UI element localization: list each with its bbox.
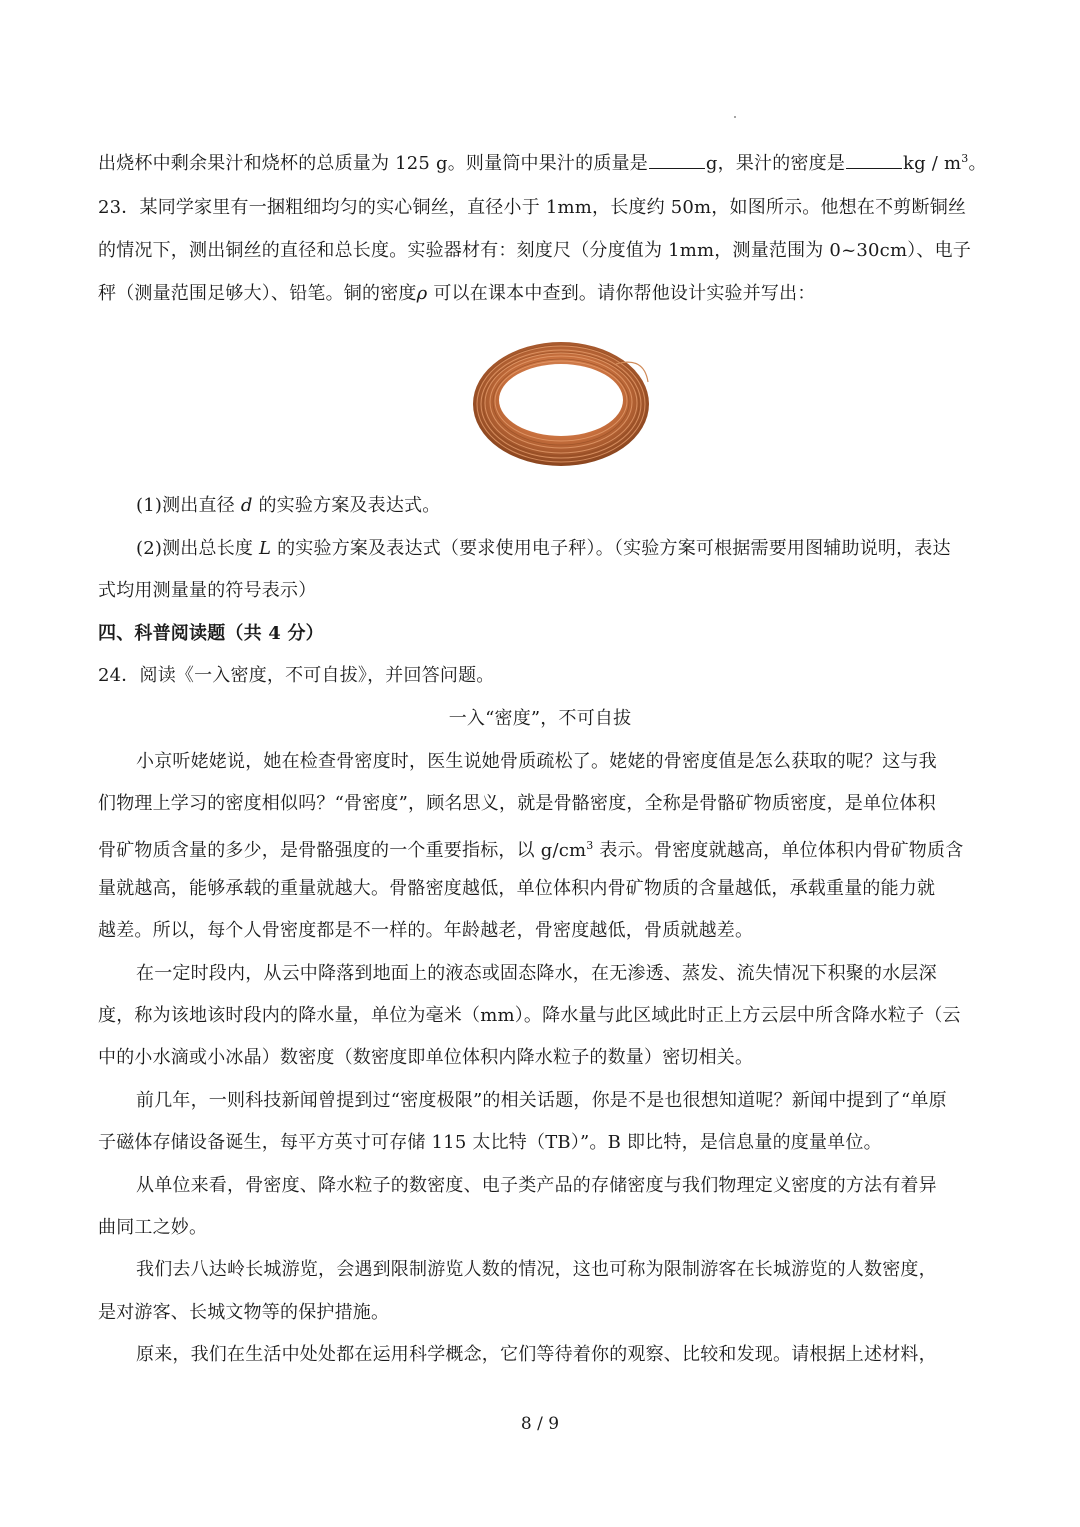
unit: kg / m <box>903 153 962 174</box>
paragraph-line: 小京听姥姥说，她在检查骨密度时，医生说她骨质疏松了。姥姥的骨密度值是怎么获取的呢？这与我 <box>136 751 937 772</box>
text: 秤（测量范围足够大）、铅笔。铜的密度 <box>98 283 417 304</box>
symbol-L: L <box>259 538 272 559</box>
copper-wire-coil-image <box>466 334 656 474</box>
sub-question-1 <box>136 494 982 518</box>
text: 的实验方案及表达式。 <box>252 495 441 516</box>
symbol-d: d <box>240 495 253 516</box>
text: 表示。骨密度就越高，单位体积内骨矿物质含 <box>593 840 964 861</box>
answer-blank[interactable] <box>846 152 902 169</box>
superscript: 3 <box>586 839 594 852</box>
superscript: 3 <box>961 152 969 165</box>
sub-question-2 <box>136 537 982 561</box>
text: 骨矿物质含量的多少，是骨骼强度的一个重要指标，以 g/cm <box>98 840 587 861</box>
text: 可以在课本中查到。请你帮他设计实验并写出： <box>427 283 816 304</box>
sub-question-2-cont: 式均用测量量的符号表示） <box>98 580 317 601</box>
question-23-line <box>98 282 982 306</box>
text: (1)测出直径 <box>136 495 241 516</box>
paragraph-line: 从单位来看，骨密度、降水粒子的数密度、电子类产品的存储密度与我们物理定义密度的方法有着异 <box>136 1175 937 1196</box>
paragraph-line: 子磁体存储设备诞生，每平方英寸可存储 115 太比特（TB）”。B 即比特，是信息量的度量单位。 <box>98 1132 882 1153</box>
paragraph-line: 在一定时段内，从云中降落到地面上的液态或固态降水，在无渗透、蒸发、流失情况下积聚的水层深 <box>136 963 937 984</box>
text: 。 <box>968 153 987 174</box>
question-24: 24．阅读《一入密度，不可自拔》，并回答问题。 <box>98 665 495 686</box>
paragraph-line <box>98 834 982 863</box>
section-heading: 四、科普阅读题（共 4 分） <box>98 623 324 644</box>
paragraph-line: 量就越高，能够承载的重量就越大。骨骼密度越低，单位体积内骨矿物质的含量越低，承载重量的能力就 <box>98 878 936 899</box>
paragraph-line: 越差。所以，每个人骨密度都是不一样的。年龄越老，骨密度越低，骨质就越差。 <box>98 920 754 941</box>
text: g，果汁的密度是 <box>705 153 846 174</box>
paragraph-line: 原来，我们在生活中处处都在运用科学概念，它们等待着你的观察、比较和发现。请根据上述材料， <box>136 1344 937 1365</box>
paragraph-line: 中的小水滴或小冰晶）数密度（数密度即单位体积内降水粒子的数量）密切相关。 <box>98 1047 754 1068</box>
paragraph-line: 是对游客、长城文物等的保护措施。 <box>98 1302 390 1323</box>
text: 出烧杯中剩余果汁和烧杯的总质量为 125 g。则量筒中果汁的质量是 <box>98 153 648 174</box>
page-number: 8 / 9 <box>520 1414 560 1434</box>
paragraph-line: 我们去八达岭长城游览，会遇到限制游览人数的情况，这也可称为限制游客在长城游览的人数密度， <box>136 1259 937 1280</box>
paragraph-line: 曲同工之妙。 <box>98 1217 208 1238</box>
paragraph-line: 度，称为该地该时段内的降水量，单位为毫米（mm）。降水量与此区域此时正上方云层中所含降水粒子（云 <box>98 1005 961 1026</box>
question-23-line: 的情况下，测出铜丝的直径和总长度。实验器材有：刻度尺（分度值为 1mm，测量范围为 0~30cm）、电子 <box>98 240 972 261</box>
rho-symbol: ρ <box>416 283 428 304</box>
paragraph-line: 们物理上学习的密度相似吗？“骨密度”，顾名思义，就是骨骼密度，全称是骨骼矿物质密度，是单位体积 <box>98 793 936 814</box>
question-22-tail <box>98 147 987 176</box>
answer-blank[interactable] <box>649 152 705 169</box>
text: (2)测出总长度 <box>136 538 260 559</box>
text: 的实验方案及表达式（要求使用电子秤）。（实验方案可根据需要用图辅助说明，表达 <box>271 538 951 559</box>
paragraph-line: 前几年，一则科技新闻曾提到过“密度极限”的相关话题，你是不是也很想知道呢？新闻中提到了“单原 <box>136 1090 947 1111</box>
scan-speck <box>734 116 736 118</box>
article-title: 一入“密度”，不可自拔 <box>448 708 632 729</box>
question-23-line: 23．某同学家里有一捆粗细均匀的实心铜丝，直径小于 1mm，长度约 50m，如图所示。他想在不剪断铜丝 <box>98 197 967 218</box>
